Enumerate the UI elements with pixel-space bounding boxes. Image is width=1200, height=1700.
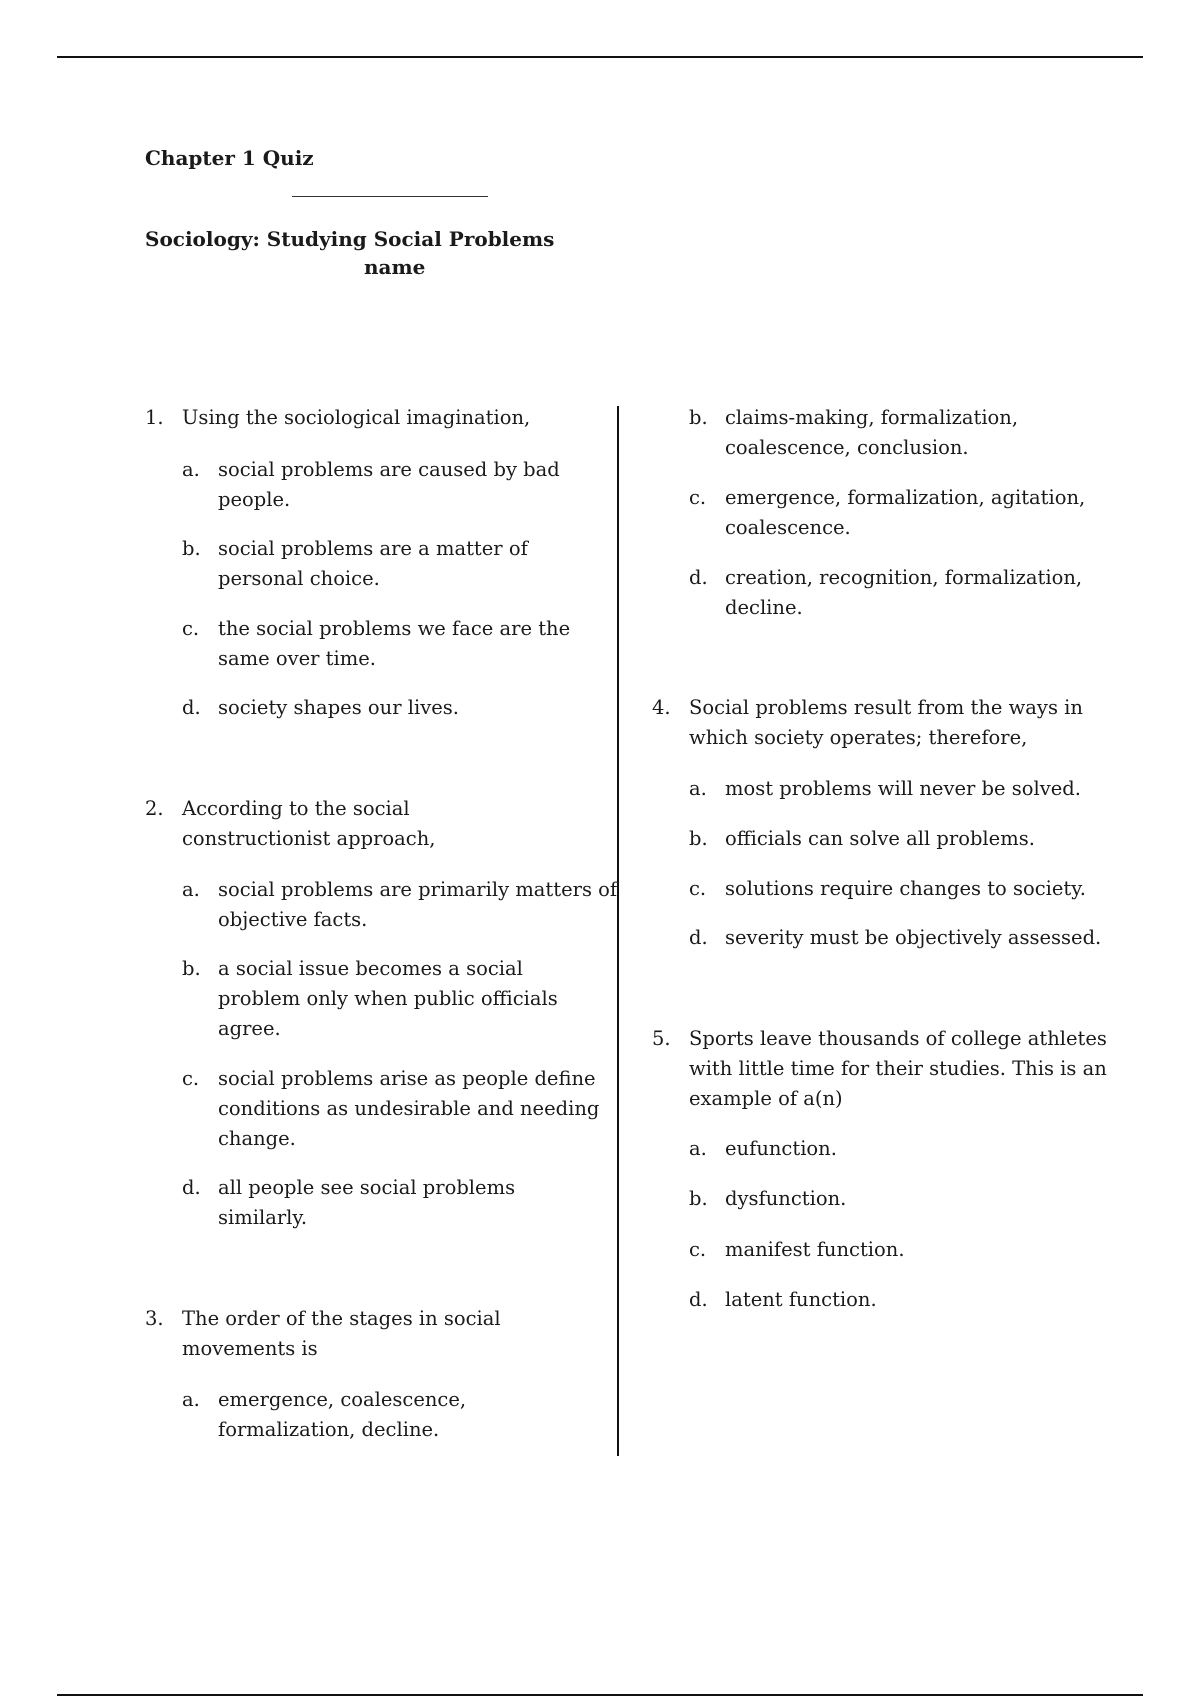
option-a xyxy=(689,774,1135,804)
question-number: 1. xyxy=(145,406,164,429)
option-letter: d. xyxy=(689,926,708,949)
option-c xyxy=(182,1064,618,1154)
question-4 xyxy=(652,693,1102,949)
option-letter: c. xyxy=(689,1238,707,1261)
option-letter: c. xyxy=(689,486,707,509)
option-text: officials can solve all problems. xyxy=(725,827,1035,850)
option-text: solutions require changes to society. xyxy=(725,877,1086,900)
option-text: dysfunction. xyxy=(725,1187,847,1210)
option-text: most problems will never be solved. xyxy=(725,777,1081,800)
option-text: social problems are a matter of personal choice. xyxy=(218,537,528,590)
option-text: emergence, formalization, agitation, coalescence. xyxy=(725,486,1086,539)
option-letter: a. xyxy=(182,878,200,901)
question-stem xyxy=(145,794,562,854)
option-text: eufunction. xyxy=(725,1137,837,1160)
option-c xyxy=(689,874,1135,904)
option-c xyxy=(689,483,1095,543)
page-title: Chapter 1 Quiz xyxy=(145,146,314,170)
question-text: Using the sociological imagination, xyxy=(182,406,531,429)
question-number: 4. xyxy=(652,696,671,719)
option-b xyxy=(689,1184,1125,1214)
option-letter: b. xyxy=(182,957,201,980)
question-number: 3. xyxy=(145,1307,164,1330)
question-text: Social problems result from the ways in which society operates; therefore, xyxy=(689,696,1083,749)
option-text: society shapes our lives. xyxy=(218,696,459,719)
option-letter: b. xyxy=(689,827,708,850)
option-letter: d. xyxy=(689,1288,708,1311)
option-text: social problems are caused by bad people. xyxy=(218,458,560,511)
option-letter: c. xyxy=(689,877,707,900)
option-text: social problems arise as people define conditions as undesirable and needing change. xyxy=(218,1067,600,1150)
question-5 xyxy=(652,1024,1107,1311)
question-stem xyxy=(652,693,1089,753)
option-letter: a. xyxy=(689,1137,707,1160)
option-b xyxy=(182,534,578,594)
question-stem xyxy=(652,1024,1109,1114)
header-rule xyxy=(57,56,1143,58)
option-text: latent function. xyxy=(725,1288,877,1311)
option-b xyxy=(182,954,588,1044)
option-text: severity must be objectively assessed. xyxy=(725,926,1102,949)
question-1 xyxy=(145,403,585,719)
question-3 xyxy=(145,1304,585,1441)
question-text: Sports leave thousands of college athletes with little time for their studies. This is an example of a(n) xyxy=(689,1027,1107,1110)
question-number: 2. xyxy=(145,797,164,820)
question-text: The order of the stages in social movements is xyxy=(182,1307,501,1360)
option-letter: d. xyxy=(182,696,201,719)
footer-rule xyxy=(57,1694,1143,1696)
option-text: the social problems we face are the same over time. xyxy=(218,617,571,670)
question-stem xyxy=(145,403,585,433)
option-text: a social issue becomes a social problem only when public officials agree. xyxy=(218,957,558,1040)
option-letter: c. xyxy=(182,617,200,640)
question-2 xyxy=(145,794,618,1229)
option-b xyxy=(689,824,1135,854)
option-d xyxy=(182,693,588,723)
option-text: claims-making, formalization, coalescence, conclusion. xyxy=(725,406,1019,459)
option-letter: b. xyxy=(182,537,201,560)
option-d xyxy=(182,1173,578,1233)
option-b xyxy=(689,403,1095,463)
option-text: all people see social problems similarly. xyxy=(218,1176,516,1229)
question-number: 5. xyxy=(652,1027,671,1050)
question-text: According to the social constructionist approach, xyxy=(182,797,436,850)
option-d xyxy=(689,1285,1125,1315)
question-stem xyxy=(145,1304,512,1364)
option-c xyxy=(689,1235,1125,1265)
option-text: social problems are primarily matters of objective facts. xyxy=(218,878,618,931)
option-letter: a. xyxy=(689,777,707,800)
page-subtitle: Sociology: Studying Social Problems xyxy=(145,227,555,251)
option-text: emergence, coalescence, formalization, decline. xyxy=(218,1388,467,1441)
option-letter: d. xyxy=(182,1176,201,1199)
option-a xyxy=(182,455,578,515)
option-a xyxy=(182,875,618,935)
option-a xyxy=(689,1134,1125,1164)
name-blank-line xyxy=(292,196,488,197)
option-letter: b. xyxy=(689,1187,708,1210)
option-text: manifest function. xyxy=(725,1238,905,1261)
option-letter: d. xyxy=(689,566,708,589)
option-letter: c. xyxy=(182,1067,200,1090)
option-d xyxy=(689,563,1095,623)
option-a xyxy=(182,1385,528,1445)
name-label: name xyxy=(364,255,426,279)
option-letter: a. xyxy=(182,1388,200,1411)
option-text: creation, recognition, formalization, decline. xyxy=(725,566,1083,619)
option-c xyxy=(182,614,588,674)
option-d xyxy=(689,923,1145,953)
option-letter: a. xyxy=(182,458,200,481)
option-letter: b. xyxy=(689,406,708,429)
